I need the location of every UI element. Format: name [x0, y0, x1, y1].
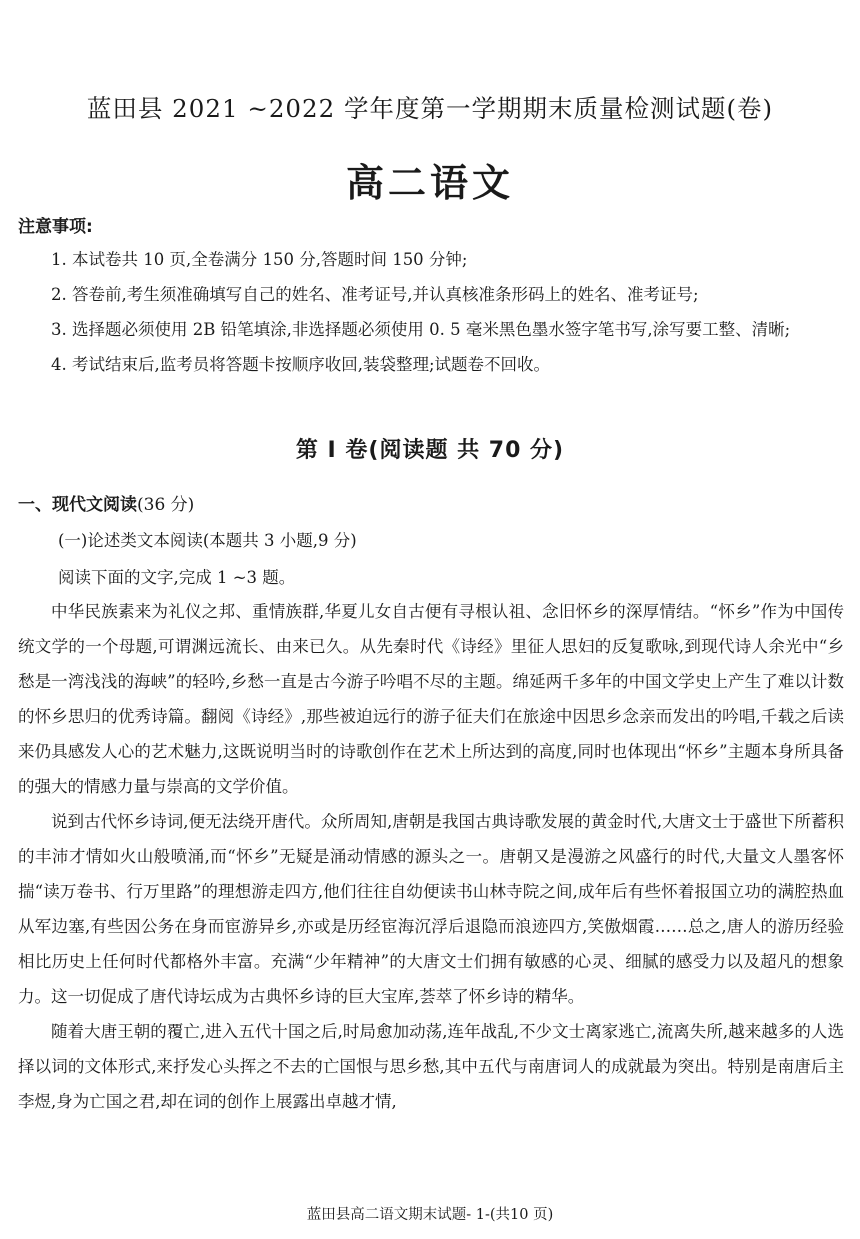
section-score: (36 分) [137, 495, 195, 515]
section-title: 一、现代文阅读 [18, 495, 137, 515]
notice-list [18, 242, 842, 382]
passage-paragraph: 随着大唐王朝的覆亡,进入五代十国之后,时局愈加动荡,连年战乱,不少文士离家逃亡,流离失所,越来越多的人选择以词的文体形式,来抒发心头挥之不去的亡国恨与思乡愁,其中五代与南唐词人的成就最为突出。特别是南唐后主李煜,身为亡国之君,却在词的创作上展露出卓越才情, [18, 1022, 844, 1111]
reading-passage [18, 594, 844, 1119]
notice-item: 2. 答卷前,考生须准确填写自己的姓名、准考证号,并认真核准条形码上的姓名、准考证号; [51, 285, 699, 304]
passage-paragraph: 说到古代怀乡诗词,便无法绕开唐代。众所周知,唐朝是我国古典诗歌发展的黄金时代,大唐文士于盛世下所蓄积的丰沛才情如火山般喷涌,而“怀乡”无疑是涌动情感的源头之一。唐朝又是漫游之风盛行的时代,大量文人墨客怀揣“读万卷书、行万里路”的理想游走四方,他们往往自幼便读书山林寺院之间,成年后有些怀着报国立功的满腔热血从军边塞,有些因公务在身而宦游异乡,亦或是历经宦海沉浮后退隐而浪迹四方,笑傲烟霞……总之,唐人的游历经验相比历史上任何时代都格外丰富。充满“少年精神”的大唐文士们拥有敏感的心灵、细腻的感受力以及超凡的想象力。这一切促成了唐代诗坛成为古典怀乡诗的巨大宝库,荟萃了怀乡诗的精华。 [18, 812, 844, 1006]
page-footer: 蓝田县高二语文期末试题- 1-(共10 页) [306, 1207, 554, 1223]
subject-title: 高二语文 [345, 161, 514, 205]
passage-paragraph: 中华民族素来为礼仪之邦、重情族群,华夏儿女自古便有寻根认祖、念旧怀乡的深厚情结。“怀乡”作为中国传统文学的一个母题,可谓渊远流长、由来已久。从先秦时代《诗经》里征人思妇的反复歌咏,到现代诗人余光中“乡愁是一湾浅浅的海峡”的轻吟,乡愁一直是古今游子吟唱不尽的主题。绵延两千多年的中国文学史上产生了难以计数的怀乡思归的优秀诗篇。翻阅《诗经》,那些被迫远行的游子征夫们在旅途中因思乡念亲而发出的吟唱,千载之后读来仍具感发人心的艺术魅力,这既说明当时的诗歌创作在艺术上所达到的高度,同时也体现出“怀乡”主题本身所具备的强大的情感力量与崇高的文学价值。 [18, 602, 844, 796]
reading-instruction: 阅读下面的文字,完成 1 ~3 题。 [58, 568, 296, 587]
notice-item: 1. 本试卷共 10 页,全卷满分 150 分,答题时间 150 分钟; [51, 250, 468, 269]
subsection-heading: (一)论述类文本阅读(本题共 3 小题,9 分) [58, 531, 357, 550]
section-heading [18, 490, 194, 515]
notice-item: 3. 选择题必须使用 2B 铅笔填涂,非选择题必须使用 0. 5 毫米黑色墨水签字笔书写,涂写要工整、清晰; [51, 320, 791, 339]
notice-heading: 注意事项: [18, 217, 93, 237]
part-title: 第 Ⅰ 卷(阅读题 共 70 分) [295, 438, 565, 463]
notice-item: 4. 考试结束后,监考员将答题卡按顺序收回,装袋整理;试题卷不回收。 [51, 355, 551, 374]
exam-title: 蓝田县 2021 ~2022 学年度第一学期期末质量检测试题(卷) [86, 94, 774, 123]
